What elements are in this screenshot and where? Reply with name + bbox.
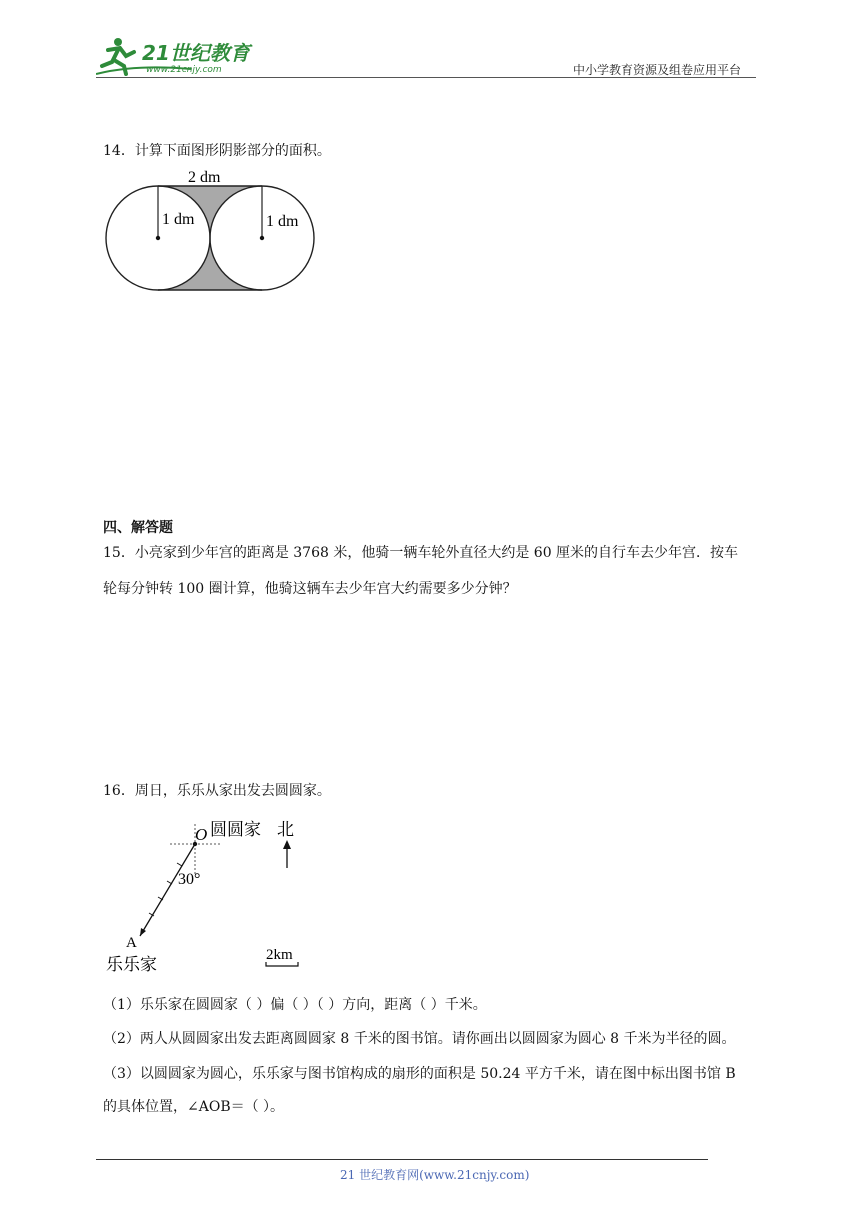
scale-label: 2km (266, 947, 293, 963)
q16-map-figure (100, 812, 330, 986)
angle-label: 30° (178, 871, 201, 888)
logo-url: www.21cnjy.com (146, 65, 222, 75)
q15-line1: 15．小亮家到少年宫的距离是 3768 米，他骑一辆车轮外直径大约是 60 厘米的自行车去少年宫．按车 (103, 545, 739, 561)
platform-name: 中小学教育资源及组卷应用平台 (573, 63, 742, 77)
q16-part3-line2: 的具体位置，∠AOB＝（ ）。 (103, 1099, 285, 1115)
lele-home-label: 乐乐家 (106, 955, 157, 974)
runner-logo-icon (96, 36, 266, 78)
q16-part1: （1）乐乐家在圆圆家（ ）偏（ ）（ ）方向，距离（ ）千米。 (103, 997, 487, 1013)
q14-text: 14．计算下面图形阴影部分的面积。 (103, 143, 331, 159)
point-a-label: A (126, 935, 137, 951)
q16-part2: （2）两人从圆圆家出发去距离圆圆家 8 千米的图书馆。请你画出以圆圆家为圆心 8 千米为半径的圆。 (103, 1031, 736, 1047)
logo-text: 21世纪教育 (142, 41, 250, 65)
footer-divider (96, 1159, 708, 1160)
q14-figure (100, 162, 325, 301)
line-oa (140, 844, 195, 936)
point-o-label: O (195, 825, 208, 844)
left-radius-label: 1 dm (162, 211, 195, 228)
q16-intro: 16．周日，乐乐从家出发去圆圆家。 (103, 783, 331, 799)
north-label: 北 (277, 820, 294, 839)
header-divider (96, 77, 756, 78)
section-title: 四、解答题 (103, 520, 173, 536)
q16-part3-line1: （3）以圆圆家为圆心，乐乐家与图书馆构成的扇形的面积是 50.24 平方千米，请在图中标出图书馆 B (103, 1066, 736, 1082)
yuanyuan-home-label: 圆圆家 (210, 820, 261, 839)
right-radius-label: 1 dm (266, 213, 299, 230)
top-length-label: 2 dm (188, 169, 221, 186)
q15-line2: 轮每分钟转 100 圈计算，他骑这辆车去少年宫大约需要多少分钟？ (103, 581, 517, 597)
site-logo (96, 36, 266, 78)
footer-link[interactable]: 21 世纪教育网(www.21cnjy.com) (340, 1168, 530, 1182)
